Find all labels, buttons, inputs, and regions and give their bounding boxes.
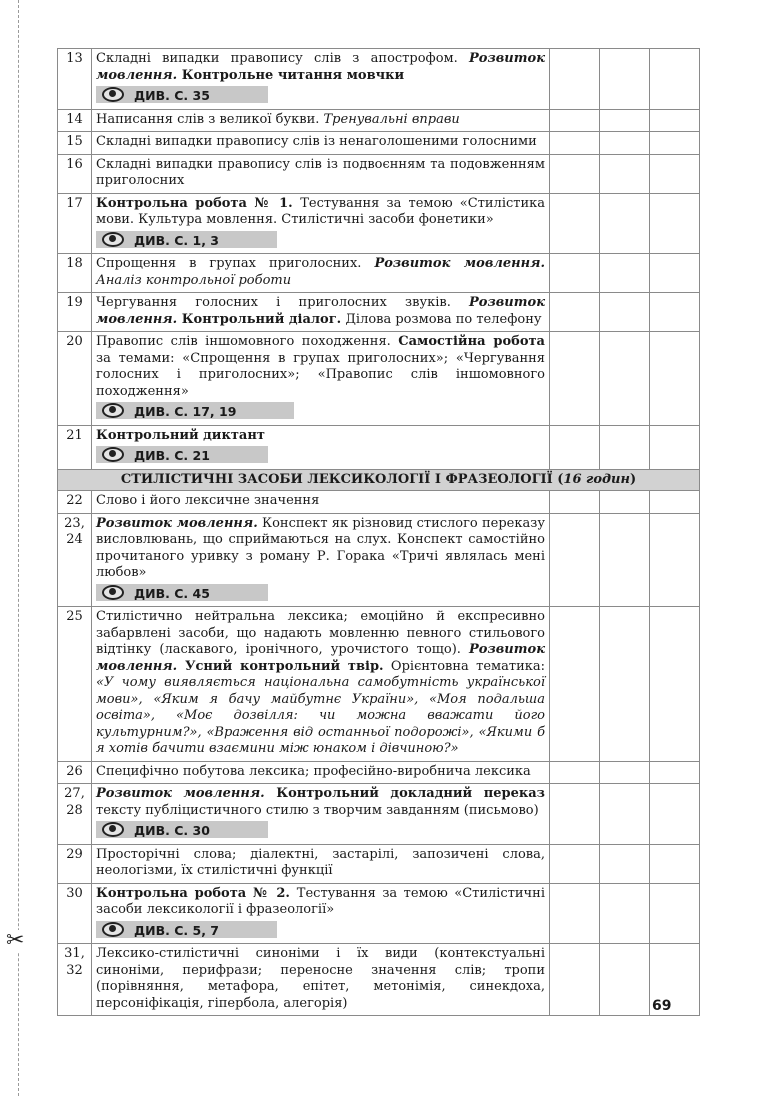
empty-cell — [650, 332, 700, 426]
lesson-topic — [92, 293, 550, 332]
lesson-topic — [92, 109, 550, 132]
empty-cell — [600, 109, 650, 132]
topic-text: Специфічно побутова лексика; професійно-виробнича лексика — [96, 763, 531, 779]
table-row — [58, 293, 700, 332]
topic-text: Усний контрольний твір. — [177, 658, 384, 674]
empty-cell — [600, 254, 650, 293]
lesson-topic — [92, 761, 550, 784]
empty-cell — [650, 513, 700, 607]
empty-cell — [600, 293, 650, 332]
lesson-topic — [92, 513, 550, 607]
table-row — [58, 193, 700, 254]
table-row — [58, 784, 700, 845]
lesson-number: 15 — [58, 132, 92, 155]
lesson-topic — [92, 883, 550, 944]
table-row — [58, 607, 700, 762]
empty-cell — [650, 193, 700, 254]
section-title-part: ) — [629, 471, 637, 487]
reference-label: ДИВ. С. 5, 7 — [134, 922, 219, 938]
lesson-number: 16 — [58, 154, 92, 193]
lesson-number: 14 — [58, 109, 92, 132]
reference-badge — [96, 402, 294, 419]
topic-text: Тестування за темою «Стилістика мови. Культура мовлення. Стилістичні засоби фонетики» — [96, 195, 545, 227]
table-row — [58, 513, 700, 607]
lesson-number: 22 — [58, 491, 92, 514]
table-row — [58, 883, 700, 944]
topic-text: Орієнтовна тематика: — [383, 658, 545, 674]
page-number: 69 — [652, 998, 672, 1014]
lesson-topic — [92, 425, 550, 469]
empty-cell — [550, 944, 600, 1016]
topic-text: Контрольна робота № 1. — [96, 195, 301, 211]
empty-cell — [650, 154, 700, 193]
empty-cell — [600, 132, 650, 155]
empty-cell — [600, 944, 650, 1016]
lesson-number: 13 — [58, 49, 92, 110]
empty-cell — [650, 844, 700, 883]
topic-text: тексту публіцистичного стилю з творчим завданням (письмово) — [96, 802, 539, 818]
topic-text: Тренувальні вправи — [323, 111, 460, 127]
topic-text: Стилістично нейтральна лексика; емоційно й експресивно забарвлені засоби, що надають мовленню певного стильового відтінку (ласкавого, іронічного, урочистого тощо). — [96, 609, 545, 657]
table-row — [58, 761, 700, 784]
section-title-part: СТИЛІСТИЧНІ ЗАСОБИ ЛЕКСИКОЛОГІЇ І ФРАЗЕОЛОГІЇ ( — [120, 471, 564, 487]
reference-label: ДИВ. С. 45 — [134, 585, 210, 601]
empty-cell — [650, 109, 700, 132]
lesson-topic — [92, 607, 550, 762]
topic-text: Лексико-стилістичні синоніми і їх види (контекстуальні синоніми, перифрази; переносне значення слів; тропи (порівняння, метафора, епітет, метонімія, синекдоха, персоніфікація, гіпербола, алегорія) — [96, 946, 545, 1011]
empty-cell — [550, 49, 600, 110]
topic-text: Слово і його лексичне значення — [96, 493, 320, 508]
empty-cell — [550, 513, 600, 607]
empty-cell — [550, 109, 600, 132]
eye-icon — [102, 585, 124, 600]
lesson-topic — [92, 332, 550, 426]
topic-text: Спрощення в групах приголосних. — [96, 256, 375, 271]
section-header — [58, 469, 700, 491]
topic-text: Складні випадки правопису слів з апострофом. — [96, 51, 470, 66]
topic-text: Конспект як різновид стислого переказу висловлювань, що сприймаються на слух. Конспект самостійно прочитаного уривку з роману Р. Горака «Тричі являлась мені любов» — [96, 515, 545, 580]
topic-text: Чергування голосних і приголосних звуків. — [96, 295, 470, 310]
empty-cell — [550, 154, 600, 193]
reference-badge — [96, 821, 268, 838]
reference-label: ДИВ. С. 35 — [134, 88, 210, 103]
topic-text: Правопис слів іншомовного походження. — [96, 334, 399, 349]
lesson-number: 18 — [58, 254, 92, 293]
topic-text: Контрольний диктант — [96, 427, 265, 443]
table-row — [58, 49, 700, 110]
empty-cell — [550, 293, 600, 332]
empty-cell — [550, 332, 600, 426]
topic-text: за темами: «Спрощення в групах приголосних»; «Чергування голосних і приголосних»; «Правопис слів іншомовного походження» — [96, 350, 545, 399]
topic-text: «У чому виявляється національна самобутність української мови», «Яким я бачу майбутнє України», «Моя подальша освіта», «Моє дозвілля: чи можна вважати його культурним?», «Враження від останньої подорожі», «Якими б я хотів бачити взаємини між юнаком і дівчиною?» — [96, 675, 545, 756]
empty-cell — [650, 132, 700, 155]
empty-cell — [650, 883, 700, 944]
lesson-topic — [92, 844, 550, 883]
empty-cell — [600, 193, 650, 254]
lesson-number: 31, 32 — [58, 944, 92, 1016]
topic-text: Розвиток мовлення. — [96, 295, 545, 327]
table-row — [58, 132, 700, 155]
empty-cell — [650, 425, 700, 469]
topic-text: Контрольний докладний переказ — [264, 786, 545, 801]
empty-cell — [650, 784, 700, 845]
table-row — [58, 491, 700, 514]
table-row — [58, 254, 700, 293]
section-title-part: 16 годин — [563, 471, 630, 487]
empty-cell — [600, 332, 650, 426]
empty-cell — [550, 784, 600, 845]
reference-badge — [96, 584, 268, 601]
topic-text: Складні випадки правопису слів із подвоєнням та подовженням приголосних — [96, 156, 545, 188]
reference-label: ДИВ. С. 21 — [134, 448, 210, 463]
empty-cell — [600, 784, 650, 845]
lesson-number: 21 — [58, 425, 92, 469]
topic-text: Розвиток мовлення. — [96, 786, 265, 801]
empty-cell — [550, 491, 600, 514]
lesson-number: 19 — [58, 293, 92, 332]
topic-text: Контрольне читання мовчки — [177, 67, 405, 83]
scissors-icon: ✂ — [6, 928, 25, 953]
section-title — [58, 469, 700, 491]
topic-text: Просторічні слова; діалектні, застарілі, запозичені слова, неологізми, їх стилістичні функції — [96, 846, 545, 878]
empty-cell — [650, 293, 700, 332]
lesson-number: 20 — [58, 332, 92, 426]
table-row — [58, 109, 700, 132]
eye-icon — [102, 447, 124, 462]
reference-label: ДИВ. С. 1, 3 — [134, 232, 219, 248]
eye-icon — [102, 232, 124, 247]
topic-text: Тестування за темою «Стилістичні засоби лексикології і фразеології» — [96, 885, 545, 917]
topic-text: Контрольна робота № 2. — [96, 885, 297, 901]
reference-badge — [96, 231, 277, 248]
topic-text: Складні випадки правопису слів із ненаголошеними голосними — [96, 134, 537, 149]
eye-icon — [102, 87, 124, 102]
table-row — [58, 154, 700, 193]
lesson-topic — [92, 193, 550, 254]
lesson-number: 26 — [58, 761, 92, 784]
reference-badge — [96, 86, 268, 103]
lesson-number: 29 — [58, 844, 92, 883]
topic-text: Ділова розмова по телефону — [341, 311, 542, 327]
topic-text: Розвиток мовлення. — [96, 642, 545, 674]
table-row — [58, 332, 700, 426]
empty-cell — [550, 254, 600, 293]
empty-cell — [550, 883, 600, 944]
empty-cell — [600, 883, 650, 944]
lesson-topic — [92, 944, 550, 1016]
reference-label: ДИВ. С. 30 — [134, 823, 210, 838]
empty-cell — [600, 154, 650, 193]
lesson-topic — [92, 49, 550, 110]
topic-text: Розвиток мовлення. — [96, 51, 545, 83]
lesson-topic — [92, 132, 550, 155]
empty-cell — [600, 49, 650, 110]
lesson-number: 25 — [58, 607, 92, 762]
reference-badge — [96, 921, 277, 938]
table-row — [58, 844, 700, 883]
lesson-number: 27, 28 — [58, 784, 92, 845]
empty-cell — [550, 844, 600, 883]
empty-cell — [550, 761, 600, 784]
eye-icon — [102, 922, 124, 937]
topic-text: Аналіз контрольної роботи — [96, 272, 292, 288]
lesson-topic — [92, 154, 550, 193]
empty-cell — [650, 607, 700, 762]
topic-text: Контрольний діалог. — [177, 311, 342, 327]
lesson-plan-table — [57, 48, 700, 1016]
empty-cell — [550, 425, 600, 469]
eye-icon — [102, 822, 124, 837]
empty-cell — [600, 761, 650, 784]
empty-cell — [550, 193, 600, 254]
empty-cell — [550, 132, 600, 155]
empty-cell — [600, 607, 650, 762]
reference-label: ДИВ. С. 17, 19 — [134, 404, 237, 419]
lesson-number: 30 — [58, 883, 92, 944]
topic-text: Розвиток мовлення. — [374, 256, 545, 271]
topic-text: Розвиток мовлення. — [96, 515, 258, 531]
empty-cell — [600, 491, 650, 514]
lesson-number: 17 — [58, 193, 92, 254]
lesson-topic — [92, 784, 550, 845]
topic-text: Написання слів з великої букви. — [96, 111, 324, 127]
empty-cell — [650, 49, 700, 110]
empty-cell — [600, 513, 650, 607]
table-row — [58, 944, 700, 1016]
lesson-topic — [92, 254, 550, 293]
empty-cell — [550, 607, 600, 762]
empty-cell — [600, 425, 650, 469]
empty-cell — [650, 254, 700, 293]
reference-badge — [96, 446, 268, 463]
eye-icon — [102, 403, 124, 418]
topic-text: Самостійна робота — [398, 334, 545, 349]
lesson-topic — [92, 491, 550, 514]
empty-cell — [650, 491, 700, 514]
empty-cell — [650, 761, 700, 784]
empty-cell — [600, 844, 650, 883]
table-row — [58, 425, 700, 469]
lesson-number: 23, 24 — [58, 513, 92, 607]
